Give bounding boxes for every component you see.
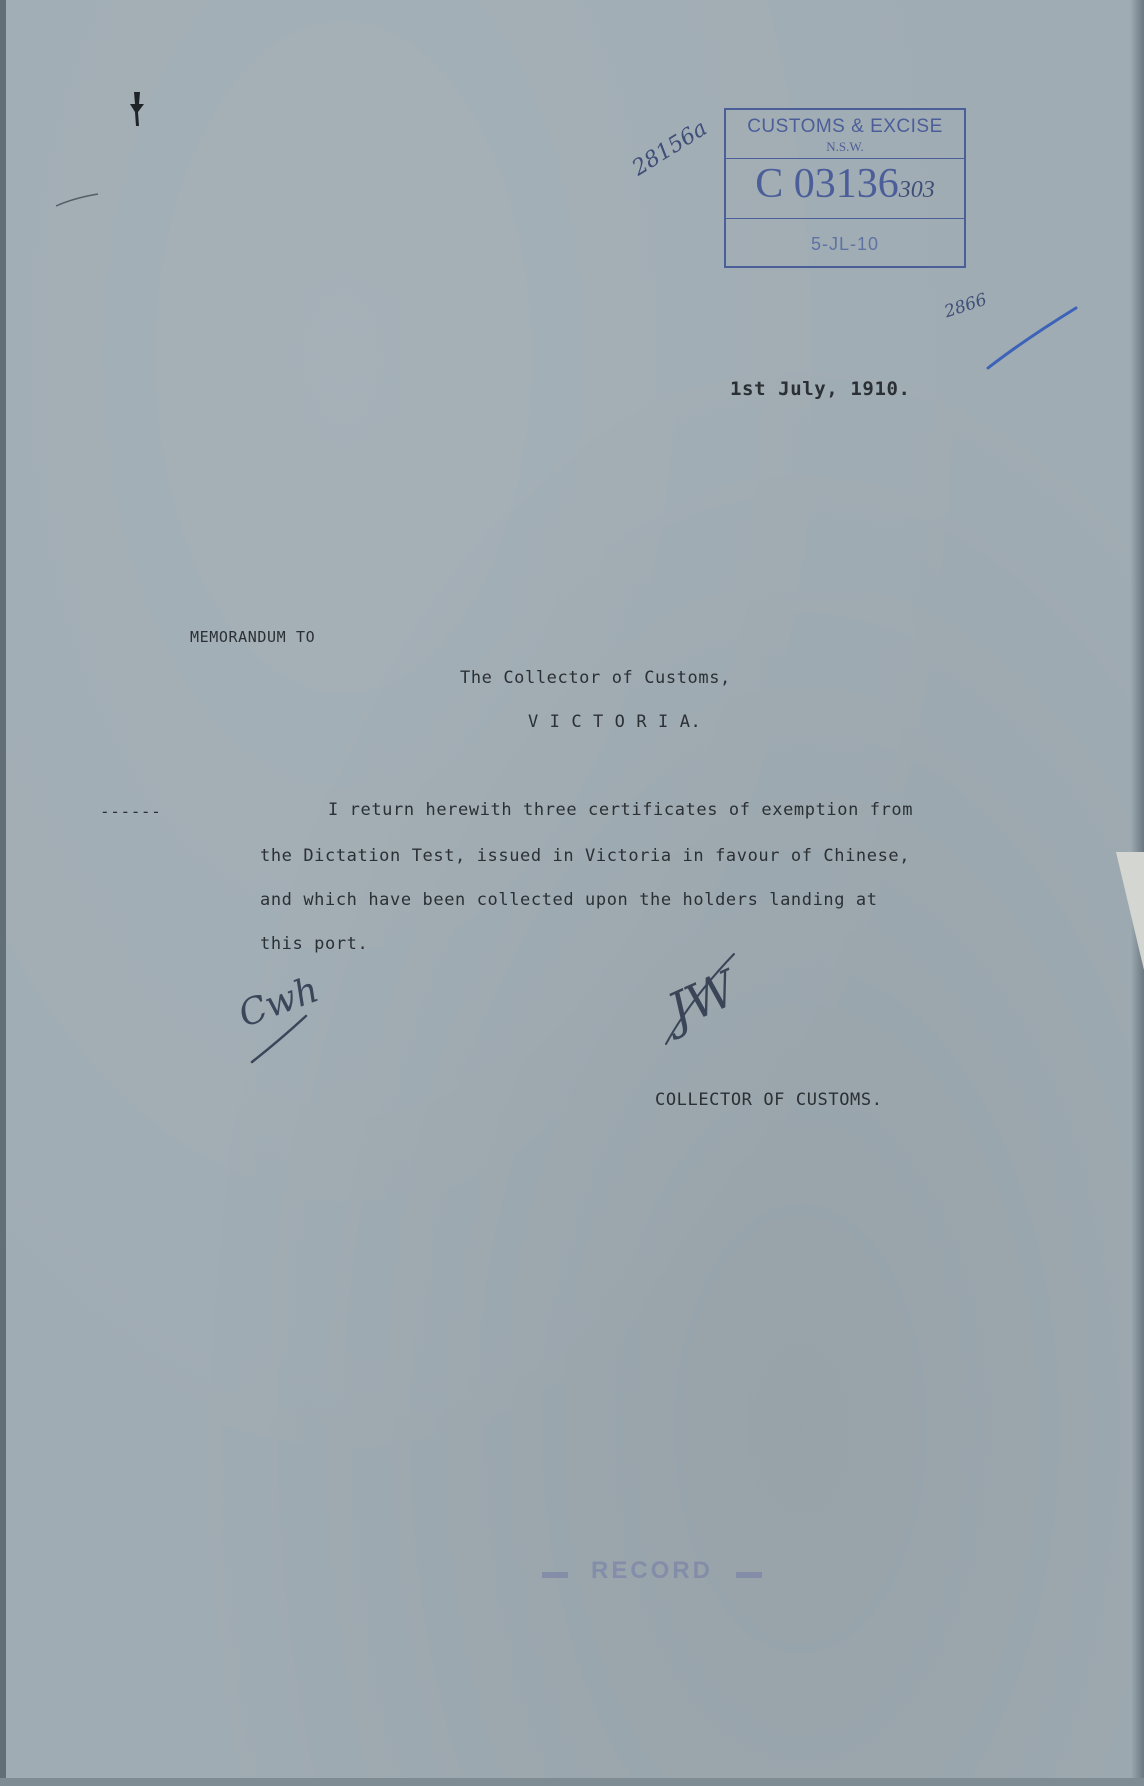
stamp-line1: CUSTOMS & EXCISE [747, 116, 943, 137]
ink-smudge-icon [54, 190, 100, 210]
memo-body-line: this port. [260, 934, 369, 954]
stamp-number-row [726, 160, 964, 208]
handwritten-small-number: 2866 [941, 289, 990, 323]
handwritten-initials-left: Cwh [233, 969, 325, 1036]
memo-state: V I C T O R I A. [528, 712, 702, 732]
stamp-number-suffix: 303 [898, 177, 935, 203]
page-left-edge [0, 0, 6, 1786]
memo-heading: MEMORANDUM TO [190, 628, 316, 646]
stamp-date: 5-JL-10 [810, 234, 880, 254]
stamp-divider [726, 218, 964, 219]
memo-body-line: I return herewith three certificates of exemption from [328, 800, 914, 820]
stamp-number: C 03136 [755, 161, 899, 207]
margin-marks: ------ [100, 802, 162, 821]
pin-mark-icon [126, 90, 150, 128]
customs-stamp [724, 108, 966, 268]
record-stamp: RECORD [542, 1557, 762, 1591]
initials-underline-icon [250, 1010, 310, 1066]
memo-body-line: the Dictation Test, issued in Victoria in favour of Chinese, [260, 846, 911, 866]
stamp-line2: N.S.W. [826, 139, 864, 154]
signature-title: COLLECTOR OF CUSTOMS. [655, 1090, 883, 1110]
memo-date: 1st July, 1910. [730, 378, 911, 400]
memo-body-line: and which have been collected upon the holders landing at [260, 890, 878, 910]
memo-recipient: The Collector of Customs, [460, 668, 731, 688]
page-bottom-edge [0, 1778, 1144, 1786]
blue-pencil-stroke-icon [984, 300, 1080, 372]
page-tear [1116, 852, 1144, 970]
handwritten-signature: JW [659, 960, 746, 1040]
stamp-divider [726, 158, 964, 159]
handwritten-ref-number: 28156a [628, 115, 712, 182]
signature-stroke-icon [660, 950, 740, 1050]
